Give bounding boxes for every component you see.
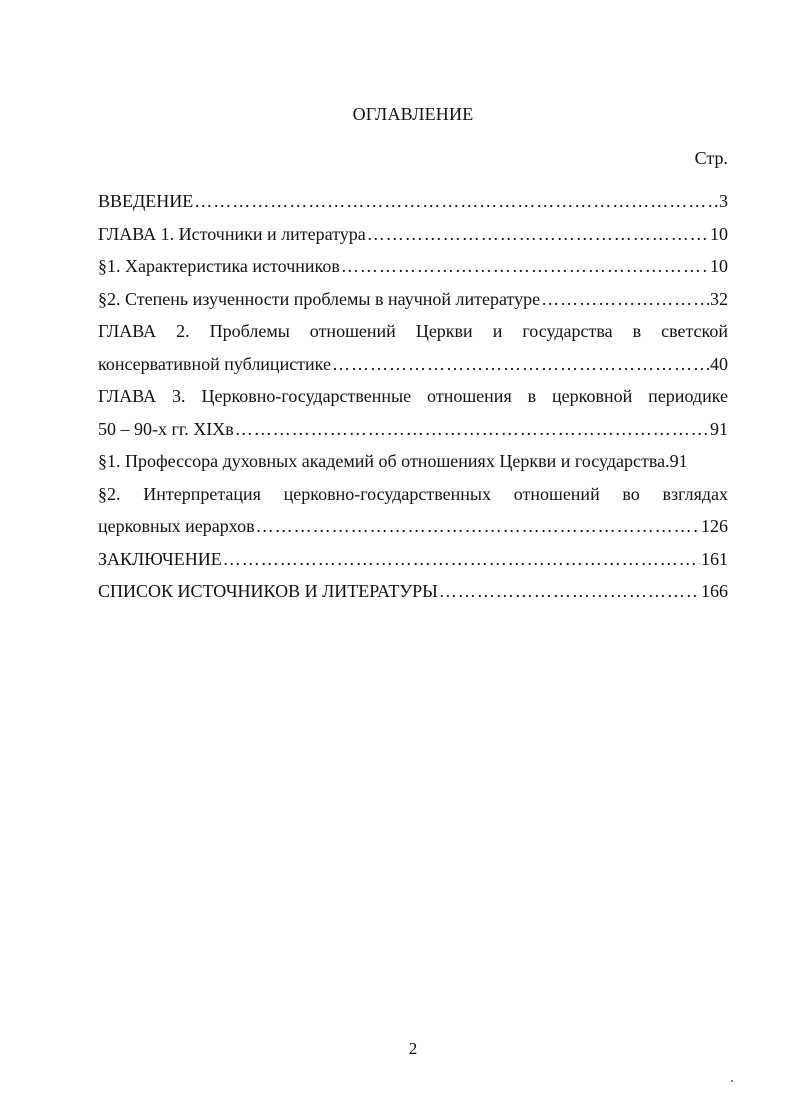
toc-entry-text: церковных иерархов (98, 516, 255, 536)
toc-entry-page: 161 (701, 548, 728, 569)
dot-leader (439, 581, 700, 602)
toc-entry-text: §1. Характеристика источников (98, 256, 340, 276)
toc-entry-chapter-1 (98, 224, 728, 257)
toc-entry-section-3-2 (98, 516, 728, 549)
dot-leader (235, 419, 709, 440)
toc-entry-chapter-2-line-1: ГЛАВА 2. Проблемы отношений Церкви и государства в светской (98, 321, 728, 341)
toc-entry-text: консервативной публицистике (98, 353, 331, 374)
toc-entry-text: §2. Степень изученности проблемы в научной литературе (98, 288, 541, 309)
toc-entry-section-3-2-line-1: §2. Интерпретация церковно-государственных отношений во взглядах (98, 483, 728, 504)
page-column-label: Стр. (694, 148, 728, 168)
page-number: 2 (408, 1039, 418, 1058)
toc-entry-text: §1. Профессора духовных академий об отношениях Церкви и государства. (98, 451, 670, 471)
toc-entry-page: 91 (669, 451, 688, 471)
toc-entry-section-1-1 (98, 256, 728, 289)
toc-entry-page: 126 (701, 516, 728, 536)
toc-entry-chapter-3-line-1: ГЛАВА 3. Церковно-государственные отношения в церковной периодике (98, 386, 728, 406)
dot-leader (341, 256, 709, 277)
dot-leader (223, 549, 700, 570)
toc-entry-conclusion (98, 549, 728, 582)
toc-entry-text: ГЛАВА 1. Источники и литература (98, 223, 366, 244)
table-of-contents (98, 191, 728, 614)
dot-leader (367, 224, 709, 245)
toc-entry-text: ВВЕДЕНИЕ (98, 191, 194, 211)
toc-entry-text: СПИСОК ИСТОЧНИКОВ И ЛИТЕРАТУРЫ (98, 581, 438, 601)
dot-leader (332, 354, 709, 375)
toc-entry-chapter-2 (98, 354, 728, 387)
toc-entry-chapter-3 (98, 419, 728, 452)
dot-leader (541, 289, 709, 310)
dot-leader (256, 516, 700, 537)
toc-entry-page: 10 (710, 223, 728, 244)
toc-entry-page: 10 (710, 256, 728, 276)
toc-entry-page: 3 (719, 191, 728, 211)
toc-entry-text: 50 – 90-х гг. XIXв (98, 418, 234, 439)
scan-speck (731, 1080, 733, 1082)
toc-entry-bibliography (98, 581, 728, 614)
toc-entry-page: 40 (710, 353, 728, 374)
toc-entry-text: ЗАКЛЮЧЕНИЕ (98, 548, 222, 569)
toc-entry-page: 32 (710, 288, 728, 309)
toc-entry-page: 91 (710, 418, 728, 439)
toc-entry-page: 166 (701, 581, 728, 601)
toc-entry-introduction (98, 191, 728, 224)
dot-leader (194, 191, 718, 212)
page-title: ОГЛАВЛЕНИЕ (352, 104, 474, 124)
toc-entry-section-1-2 (98, 289, 728, 322)
toc-entry-section-3-1 (98, 451, 728, 484)
